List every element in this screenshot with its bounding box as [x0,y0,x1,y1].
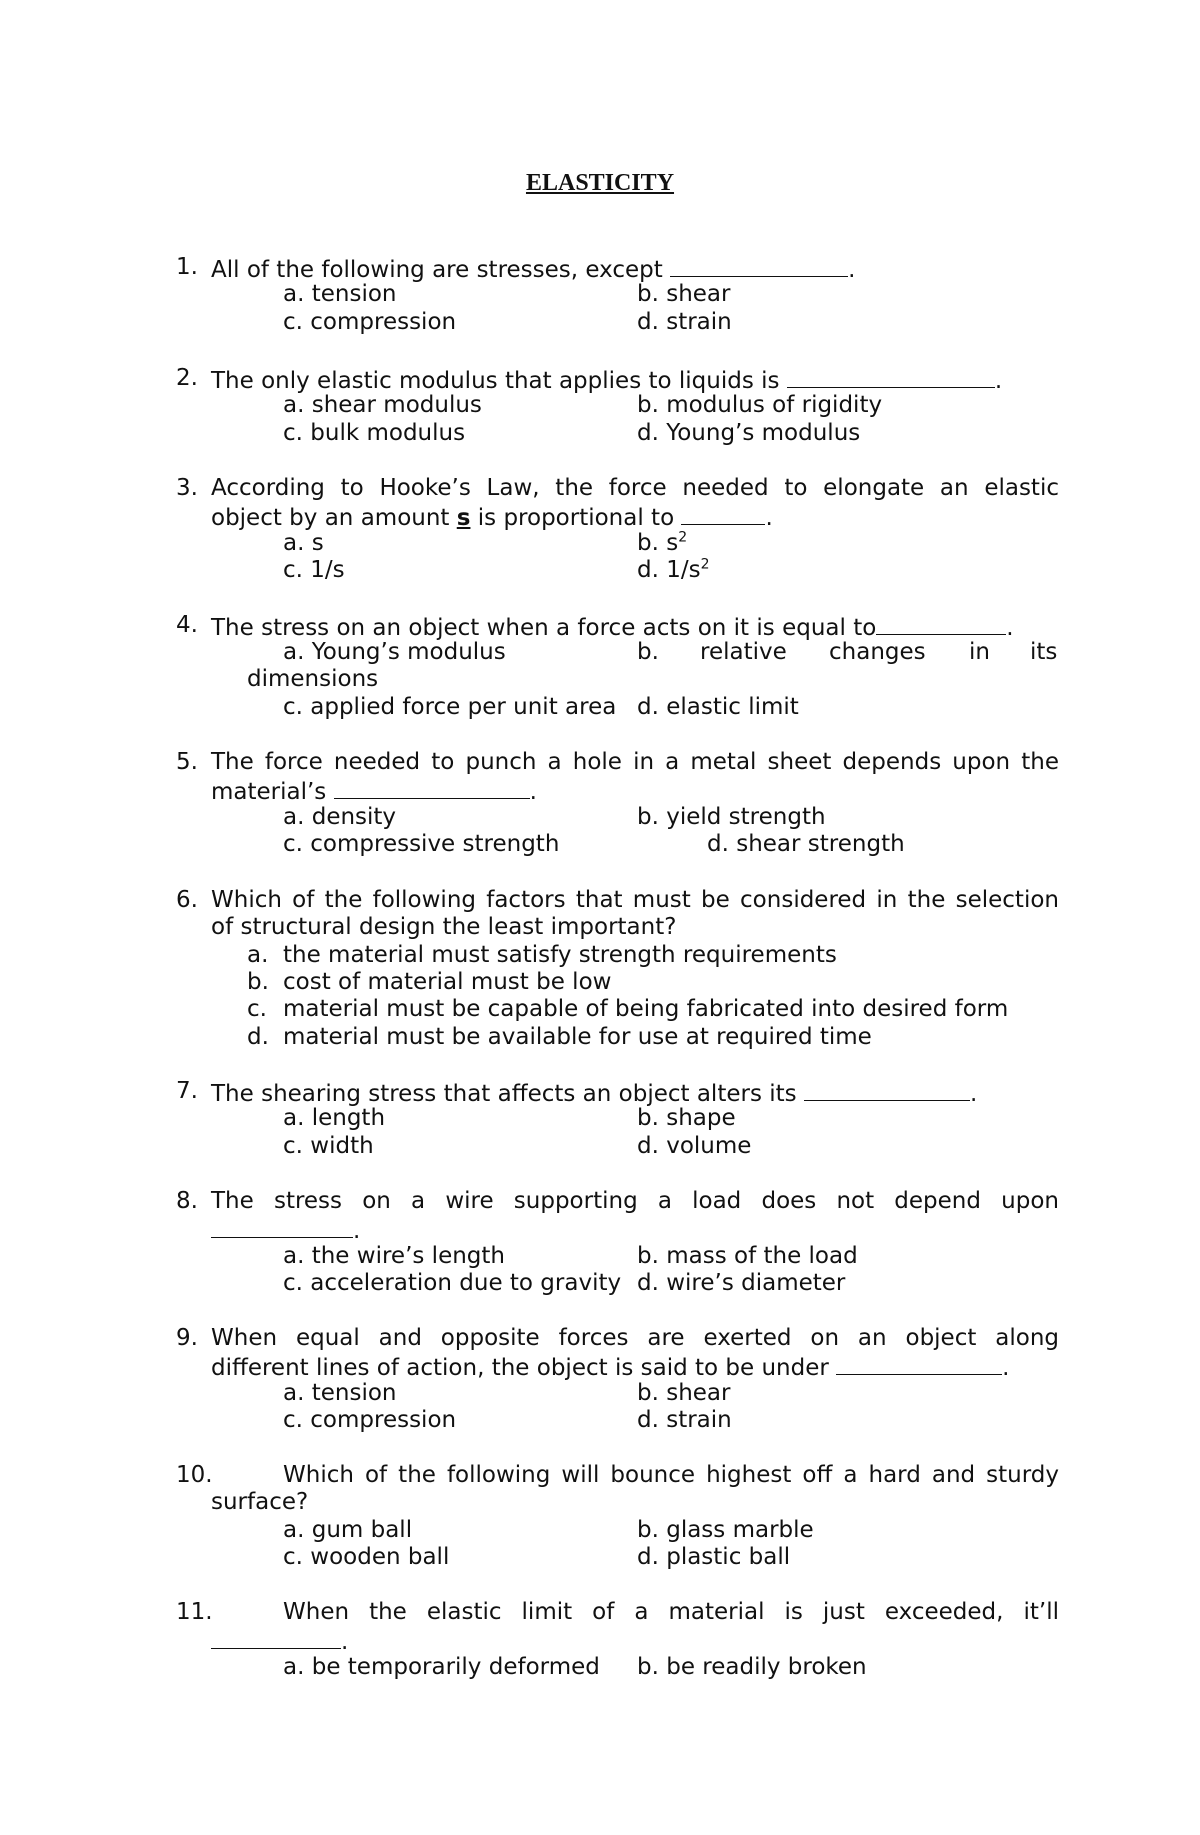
question-stem: The shearing stress that affects an object alters its . [211,1078,977,1108]
option-a-letter: a. [247,942,269,968]
question-stem-line-2: of structural design the least important? [211,914,677,940]
option-b: b. modulus of rigidity [637,392,883,418]
option-b-word-2: relative [700,639,787,665]
option-b: b. shape [637,1105,736,1131]
question-number: 9. [176,1325,198,1351]
option-c: c. 1/s [283,557,345,583]
question-stem-line-1: The stress on a wire supporting a load does not depend upon [211,1188,1059,1214]
question-stem-line-2: . [211,1626,348,1656]
option-d: d. Young’s modulus [637,420,861,446]
option-a: a. tension [283,281,397,307]
option-b: cost of material must be low [283,969,612,995]
option-c: c. compression [283,309,457,335]
answer-blank [876,612,1006,635]
option-c: c. width [283,1133,374,1159]
option-d: d. strain [637,1407,732,1433]
option-c-letter: c. [247,996,267,1022]
question-stem-line-2: surface? [211,1489,309,1515]
option-b: b. shear [637,281,731,307]
option-b-word-3: changes [829,639,926,665]
option-b: b. yield strength [637,804,826,830]
option-c: c. compressive strength [283,831,560,857]
question-stem-line-2: . [211,1215,360,1245]
question-stem: The stress on an object when a force acts on it is equal to . [211,612,1014,642]
option-c: c. applied force per unit area [283,694,617,720]
answer-blank [670,254,848,277]
option-b-word-1: b. [637,639,659,665]
question-stem-line-1: When equal and opposite forces are exerted on an object along [211,1325,1059,1351]
option-b: b. be readily broken [637,1654,867,1680]
option-a: the material must satisfy strength requirements [283,942,837,968]
question-number: 7. [176,1078,198,1104]
question-number: 11. [176,1599,213,1625]
option-d: d. elastic limit [637,694,799,720]
option-b-word-5: its [1030,639,1058,665]
question-number: 1. [176,254,198,280]
option-a: a. gum ball [283,1517,413,1543]
question-stem: All of the following are stresses, except . [211,254,855,284]
question-number: 3. [176,475,198,501]
answer-blank [334,776,530,799]
answer-blank [804,1078,970,1101]
question-stem-line-1: Which of the following factors that must be considered in the selection [211,887,1059,913]
question-stem-line-1: The force needed to punch a hole in a metal sheet depends upon the [211,749,1059,775]
question-stem-line-1: Which of the following will bounce highest off a hard and sturdy [283,1462,1059,1488]
option-d: material must be available for use at required time [283,1024,872,1050]
option-c: c. acceleration due to gravity [283,1270,622,1296]
option-b-word-4: in [969,639,990,665]
option-a: a. the wire’s length [283,1243,505,1269]
option-d: d. wire’s diameter [637,1270,846,1296]
question-stem-line-1: According to Hooke’s Law, the force needed to elongate an elastic [211,475,1059,501]
answer-blank [836,1352,1002,1375]
question-stem: The only elastic modulus that applies to liquids is . [211,365,1002,395]
option-a: a. length [283,1105,386,1131]
page-title: ELASTICITY [525,170,675,196]
option-b-letter: b. [247,969,269,995]
option-a: a. shear modulus [283,392,482,418]
option-d: d. shear strength [707,831,905,857]
answer-blank [787,365,995,388]
option-b: b. mass of the load [637,1243,858,1269]
option-a: a. s [283,530,324,556]
option-b-continuation: dimensions [247,666,379,692]
answer-blank [211,1215,353,1238]
option-d: d. $1/s^2$ [637,556,710,583]
option-a: a. be temporarily deformed [283,1654,600,1680]
option-a: a. Young’s modulus [283,639,506,665]
option-c: material must be capable of being fabricated into desired form [283,996,1009,1022]
question-number: 8. [176,1188,198,1214]
answer-blank [211,1626,341,1649]
question-number: 6. [176,887,198,913]
option-a: a. density [283,804,397,830]
option-d: d. strain [637,309,732,335]
question-stem-line-1: When the elastic limit of a material is just exceeded, it’ll [283,1599,1059,1625]
option-d: d. plastic ball [637,1544,791,1570]
question-number: 10. [176,1462,213,1488]
option-c: c. wooden ball [283,1544,450,1570]
option-c: c. bulk modulus [283,420,466,446]
option-a: a. tension [283,1380,397,1406]
question-number: 5. [176,749,198,775]
question-stem-line-2: material’s . [211,776,537,806]
question-stem-line-2: different lines of action, the object is said to be under . [211,1352,1009,1382]
question-stem-line-2: object by an amount s is proportional to . [211,502,773,532]
option-b: b. shear [637,1380,731,1406]
question-number: 4. [176,612,198,638]
answer-blank [681,502,765,525]
option-d: d. volume [637,1133,752,1159]
option-b: b. glass marble [637,1517,814,1543]
option-d-letter: d. [247,1024,269,1050]
option-c: c. compression [283,1407,457,1433]
question-number: 2. [176,365,198,391]
option-b: b. $s^2$ [637,529,688,556]
